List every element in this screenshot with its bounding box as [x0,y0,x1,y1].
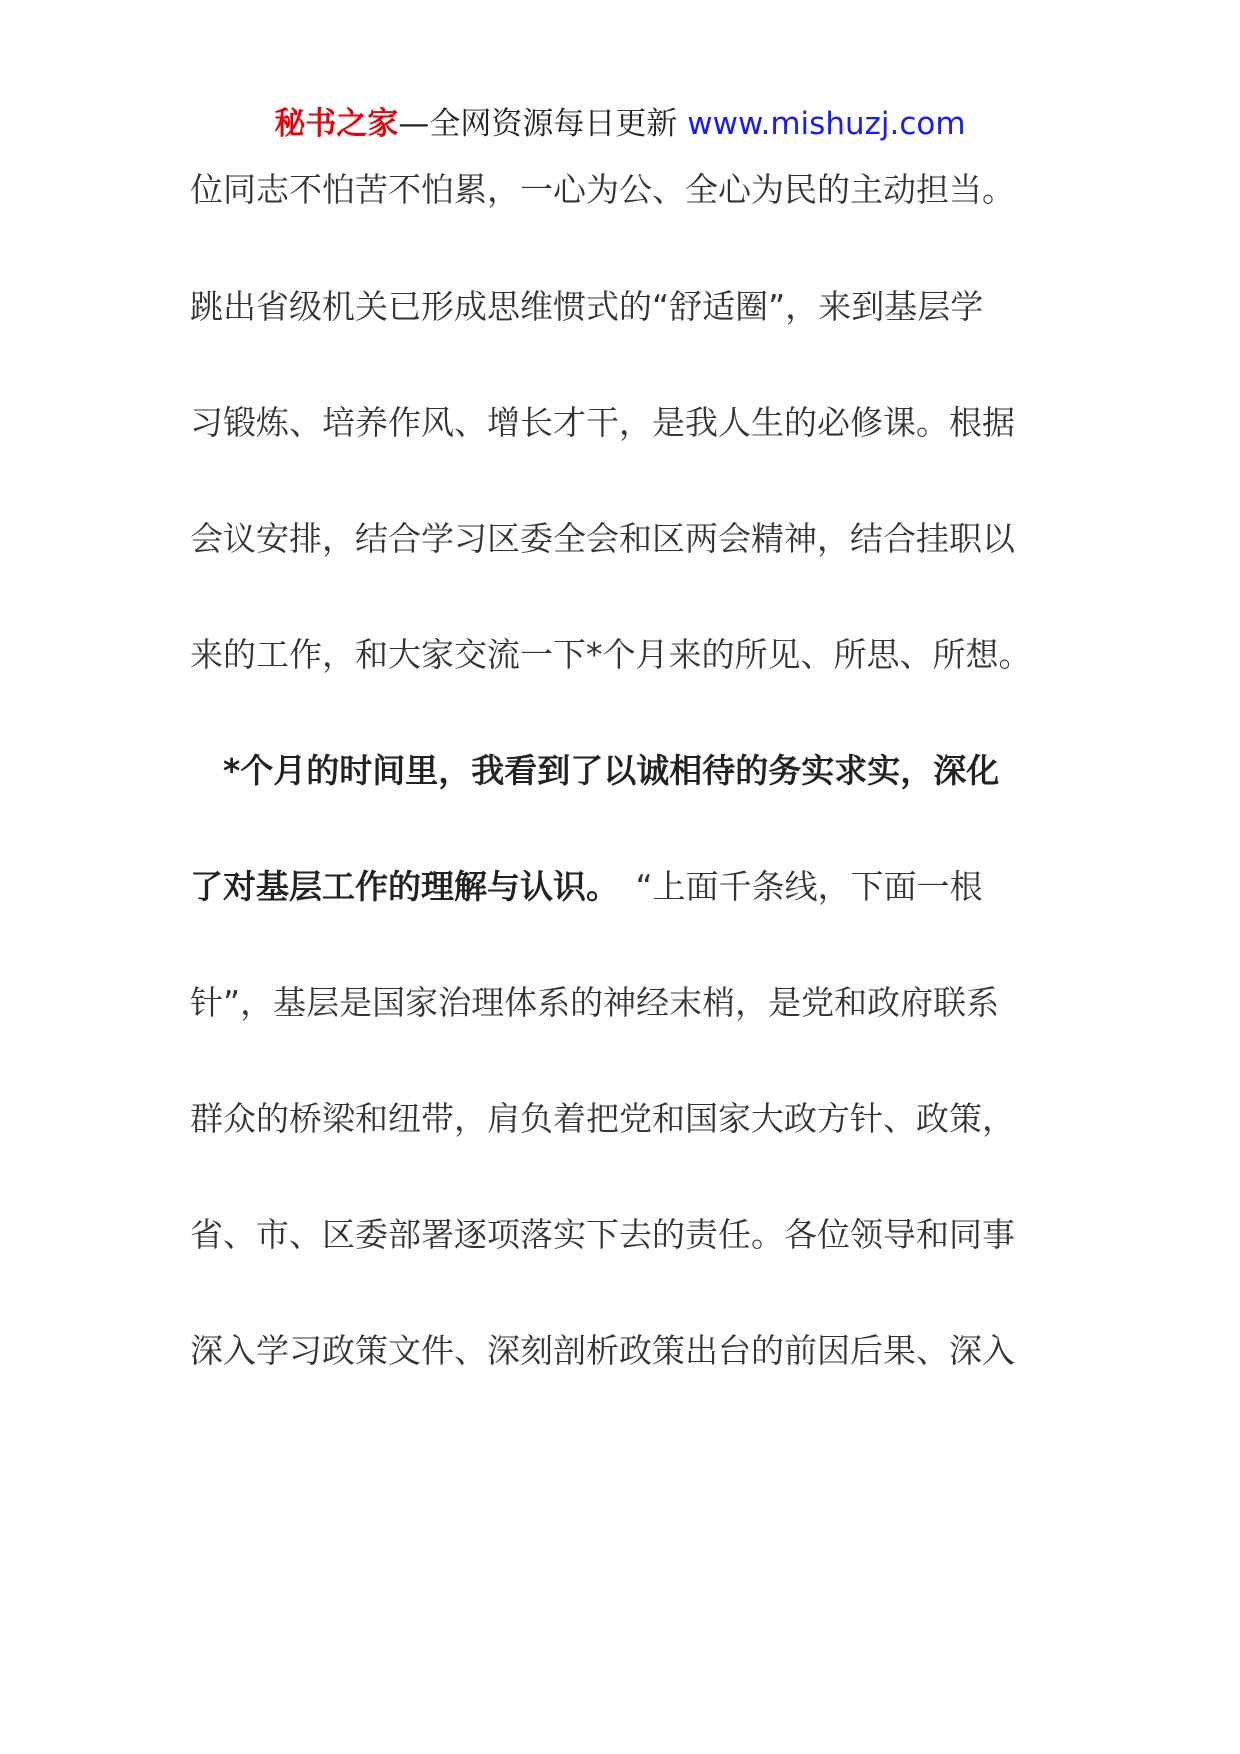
paragraph-line-8 [190,979,1040,1027]
paragraph-line-5 [190,631,1040,679]
brand-name: 秘书之家 [274,106,399,142]
line-text: “上面千条线，下面一根 [602,867,983,906]
paragraph-line-6 [190,747,1040,795]
paragraph-line-7 [190,863,1040,911]
header-tagline: —全网资源每日更新 [398,106,688,142]
line-text: 群众的桥梁和纽带，肩负着把党和国家大政方针、政策， [190,1099,1015,1138]
line-text: 针”，基层是国家治理体系的神经末梢，是党和政府联系 [190,983,1000,1022]
paragraph-line-4 [190,515,1040,563]
line-text: 位同志不怕苦不怕累，一心为公、全心为民的主动担当。 [190,170,1015,209]
line-text: 深入学习政策文件、深刻剖析政策出台的前因后果、深入 [190,1331,1015,1370]
site-url-link[interactable]: www.mishuzj.com [687,106,966,142]
line-text: 省、市、区委部署逐项落实下去的责任。各位领导和同事 [190,1215,1015,1254]
paragraph-line-9 [190,1095,1040,1143]
page-header [0,100,1240,148]
line-text: 会议安排，结合学习区委全会和区两会精神，结合挂职以 [190,519,1015,558]
paragraph-line-1 [190,166,1040,214]
paragraph-line-3 [190,399,1040,447]
paragraph-line-10 [190,1211,1040,1259]
line-text: 跳出省级机关已形成思维惯式的“舒适圈”，来到基层学 [190,287,984,326]
paragraph-line-11 [190,1327,1040,1375]
line-text: 来的工作，和大家交流一下*个月来的所见、所思、所想。 [190,635,1032,674]
paragraph-line-2 [190,283,1040,331]
line-text: 习锻炼、培养作风、增长才干，是我人生的必修课。根据 [190,403,1015,442]
line-bold-text: 了对基层工作的理解与认识。 [190,867,603,906]
line-bold-text: *个月的时间里，我看到了以诚相待的务实求实，深化 [190,751,1000,790]
